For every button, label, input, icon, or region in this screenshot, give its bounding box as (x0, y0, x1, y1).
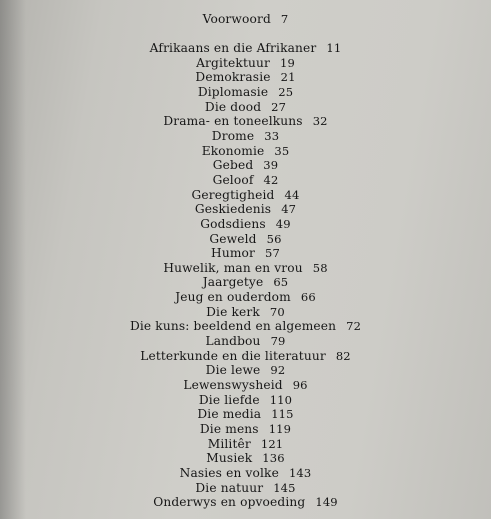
toc-entry (0, 319, 491, 333)
toc-entry-title: Humor (211, 246, 255, 261)
toc-entry (0, 188, 491, 202)
toc-entry (0, 261, 491, 275)
toc-entry (0, 275, 491, 289)
toc-entry-title: Musiek (206, 451, 253, 466)
toc-entry-page: 44 (284, 187, 300, 202)
toc-entry-page: 96 (292, 377, 308, 392)
toc-entry-page: 21 (280, 70, 296, 85)
toc-entry (0, 217, 491, 231)
toc-entry (0, 173, 491, 187)
toc-entry-page: 58 (312, 260, 328, 275)
toc-entry-title: Lewenswysheid (183, 377, 283, 392)
toc-entry (0, 305, 491, 319)
toc-entry-title: Die dood (204, 99, 262, 114)
toc-entry (0, 158, 491, 172)
toc-entry-page: 143 (288, 465, 312, 480)
toc-entry (0, 481, 491, 495)
toc-entry (0, 100, 491, 114)
toc-entry-page: 56 (266, 231, 282, 246)
toc-entry (0, 451, 491, 465)
toc-entry-title: Drome (211, 128, 255, 143)
toc-entry-title: Gebed (212, 158, 254, 173)
toc-entry-title: Drama- en toneelkuns (163, 114, 303, 129)
toc-entry (0, 334, 491, 348)
toc-entry-page: 11 (326, 41, 342, 55)
toc-entry-page: 47 (281, 202, 297, 217)
toc-entry (0, 41, 491, 55)
toc-entry-title: Jaargetye (202, 275, 264, 290)
toc-entry-title: Geweld (209, 231, 257, 246)
toc-entry-page: 121 (260, 436, 284, 451)
toc-entry-title: Die media (197, 407, 262, 422)
toc-entry-page: 19 (279, 55, 295, 70)
toc-entry-page: 136 (262, 451, 285, 466)
toc-entry (0, 495, 491, 509)
toc-entry-title: Die kuns: beeldend en algemeen (129, 319, 337, 334)
toc-entry-title: Diplomasie (197, 85, 269, 99)
toc-entry-page: 32 (312, 114, 328, 129)
toc-entry-page: 110 (269, 392, 293, 407)
toc-entry (0, 378, 491, 392)
toc-entry-title: Geloof (212, 172, 254, 187)
toc-entry (0, 407, 491, 421)
toc-entry (0, 70, 491, 84)
toc-entry-page: 115 (271, 407, 294, 422)
toc-entry-page: 25 (278, 85, 294, 99)
toc-entry-page: 33 (264, 128, 280, 143)
toc-entry-title: Militêr (207, 436, 251, 451)
toc-entry (0, 363, 491, 377)
toc-entry (0, 437, 491, 451)
toc-entry-title: Die natuur (195, 480, 264, 495)
toc-entry-page: 145 (273, 480, 296, 495)
toc-entry-page: 149 (315, 495, 338, 510)
toc-entry (0, 393, 491, 407)
toc-entry-title: Onderwys en opvoeding (153, 495, 306, 510)
toc-intro-entry (0, 12, 491, 26)
toc-entry-title: Die kerk (206, 304, 260, 319)
toc-entry-page: 79 (270, 334, 286, 348)
toc-entry-title: Die liefde (198, 392, 260, 407)
toc-entry-title: Die lewe (205, 363, 261, 378)
toc-entry-page: 72 (346, 319, 362, 334)
toc-entry-page: 39 (263, 158, 279, 173)
toc-entry-title: Godsdiens (200, 216, 266, 231)
toc-entry-title: Huwelik, man en vrou (163, 260, 303, 275)
toc-entry-title: Afrikaans en die Afrikaner (149, 41, 317, 55)
toc-entry-title: Die mens (199, 421, 259, 436)
toc-entry-page: 66 (300, 290, 316, 305)
toc-entry-title: Geskiedenis (194, 202, 272, 217)
toc-entry-title: Voorwoord (202, 12, 271, 26)
toc-entry (0, 422, 491, 436)
toc-entry (0, 144, 491, 158)
toc-entry-page: 7 (280, 12, 289, 26)
toc-entry (0, 202, 491, 216)
toc-entry-page: 65 (273, 275, 289, 290)
toc-entry-page: 92 (270, 363, 286, 378)
toc-entry (0, 114, 491, 128)
toc-entry (0, 129, 491, 143)
toc-entry (0, 85, 491, 99)
toc-entry-page: 57 (265, 246, 280, 261)
toc-entry-title: Geregtigheid (191, 187, 275, 202)
toc-entry (0, 349, 491, 363)
toc-entry (0, 56, 491, 70)
toc-entry (0, 232, 491, 246)
toc-entry (0, 290, 491, 304)
toc-entry-title: Landbou (205, 334, 261, 348)
toc-entry-title: Jeug en ouderdom (175, 290, 291, 305)
toc-entry-page: 49 (275, 216, 291, 231)
toc-entry-title: Nasies en volke (179, 465, 279, 480)
toc-entry-title: Letterkunde en die literatuur (140, 348, 326, 363)
toc-entry (0, 466, 491, 480)
toc-entry-page: 119 (268, 421, 292, 436)
toc-entry-title: Ekonomie (201, 143, 265, 158)
toc-entry (0, 246, 491, 260)
toc-entry-page: 42 (263, 172, 279, 187)
toc-entry-page: 27 (271, 99, 287, 114)
toc-entry-page: 70 (269, 304, 285, 319)
toc-entry-page: 35 (274, 143, 290, 158)
toc-entry-title: Argitektuur (196, 55, 270, 70)
toc-entry-title: Demokrasie (195, 70, 271, 85)
toc-entry-page: 82 (335, 348, 351, 363)
